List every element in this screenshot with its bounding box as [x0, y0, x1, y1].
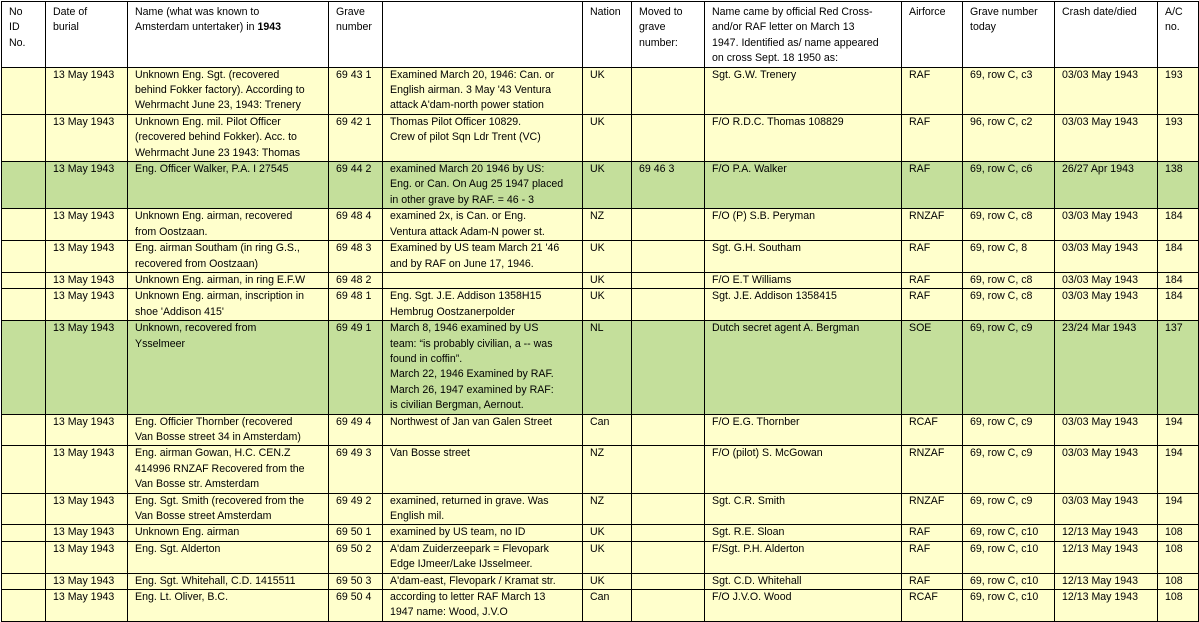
cell-airforce: RNZAF — [902, 493, 963, 525]
cell-notes: according to letter RAF March 13 1947 name: Wood, J.V.O — [383, 590, 583, 622]
cell-name-known: Eng. airman Southam (in ring G.S., recovered from Oostzaan) — [128, 241, 329, 273]
cell-burial-date: 13 May 1943 — [46, 67, 128, 114]
cell-nation: NZ — [583, 209, 632, 241]
cell-nation: UK — [583, 573, 632, 589]
table-row — [2, 272, 1199, 288]
cell-nation: UK — [583, 67, 632, 114]
table-row — [2, 114, 1199, 161]
cell-id — [2, 321, 46, 414]
cell-moved-to — [632, 541, 705, 573]
cell-crash-date: 03/03 May 1943 — [1055, 114, 1158, 161]
cell-official-name: F/O (pilot) S. McGowan — [705, 446, 902, 493]
cell-name-known: Unknown Eng. Sgt. (recovered behind Fokker factory). According to Wehrmacht June 23, 1943: Trenery — [128, 67, 329, 114]
cell-crash-date: 03/03 May 1943 — [1055, 272, 1158, 288]
cell-notes: Eng. Sgt. J.E. Addison 1358H15 Hembrug Oostzanerpolder — [383, 289, 583, 321]
cell-name-known: Eng. Lt. Oliver, B.C. — [128, 590, 329, 622]
cell-ac-number: 193 — [1158, 67, 1199, 114]
col-header-id: No ID No. — [2, 2, 46, 68]
table-row — [2, 573, 1199, 589]
cell-moved-to — [632, 289, 705, 321]
cell-ac-number: 108 — [1158, 525, 1199, 541]
cell-burial-date: 13 May 1943 — [46, 289, 128, 321]
cell-official-name: F/O E.G. Thornber — [705, 414, 902, 446]
cell-grave-today: 69, row C, c10 — [963, 590, 1055, 622]
burial-records-table — [1, 1, 1199, 622]
cell-airforce: RAF — [902, 114, 963, 161]
cell-grave-today: 69, row C, c9 — [963, 321, 1055, 414]
cell-name-known: Eng. Officier Thornber (recovered Van Bosse street 34 in Amsterdam) — [128, 414, 329, 446]
cell-crash-date: 03/03 May 1943 — [1055, 209, 1158, 241]
cell-grave-today: 69, row C, c8 — [963, 272, 1055, 288]
cell-moved-to: 69 46 3 — [632, 162, 705, 209]
cell-official-name: F/Sgt. P.H. Alderton — [705, 541, 902, 573]
cell-crash-date: 12/13 May 1943 — [1055, 573, 1158, 589]
cell-notes: Northwest of Jan van Galen Street — [383, 414, 583, 446]
cell-nation: UK — [583, 289, 632, 321]
cell-airforce: SOE — [902, 321, 963, 414]
cell-official-name: Sgt. G.W. Trenery — [705, 67, 902, 114]
cell-airforce: RCAF — [902, 414, 963, 446]
cell-ac-number: 108 — [1158, 590, 1199, 622]
cell-name-known: Unknown Eng. airman — [128, 525, 329, 541]
table-row — [2, 590, 1199, 622]
cell-name-known: Unknown Eng. airman, recovered from Oostzaan. — [128, 209, 329, 241]
cell-ac-number: 184 — [1158, 272, 1199, 288]
cell-grave-today: 96, row C, c2 — [963, 114, 1055, 161]
cell-notes: A'dam-east, Flevopark / Kramat str. — [383, 573, 583, 589]
cell-crash-date: 23/24 Mar 1943 — [1055, 321, 1158, 414]
cell-notes: Van Bosse street — [383, 446, 583, 493]
col-header-notes — [383, 2, 583, 68]
cell-burial-date: 13 May 1943 — [46, 414, 128, 446]
cell-grave-today: 69, row C, c10 — [963, 573, 1055, 589]
cell-nation: NZ — [583, 446, 632, 493]
cell-notes: examined, returned in grave. Was English mil. — [383, 493, 583, 525]
cell-moved-to — [632, 272, 705, 288]
cell-id — [2, 289, 46, 321]
cell-grave-number: 69 48 4 — [329, 209, 383, 241]
cell-burial-date: 13 May 1943 — [46, 541, 128, 573]
cell-id — [2, 525, 46, 541]
cell-id — [2, 573, 46, 589]
cell-ac-number: 184 — [1158, 209, 1199, 241]
table-row — [2, 241, 1199, 273]
cell-grave-today: 69, row C, c9 — [963, 414, 1055, 446]
col-header-date: Date of burial — [46, 2, 128, 68]
cell-nation: UK — [583, 525, 632, 541]
cell-official-name: F/O P.A. Walker — [705, 162, 902, 209]
cell-burial-date: 13 May 1943 — [46, 573, 128, 589]
cell-grave-today: 69, row C, c8 — [963, 209, 1055, 241]
cell-notes — [383, 272, 583, 288]
cell-grave-number: 69 49 4 — [329, 414, 383, 446]
cell-airforce: RAF — [902, 525, 963, 541]
cell-notes: Examined by US team March 21 '46 and by RAF on June 17, 1946. — [383, 241, 583, 273]
cell-official-name: Dutch secret agent A. Bergman — [705, 321, 902, 414]
cell-grave-number: 69 50 1 — [329, 525, 383, 541]
cell-ac-number: 137 — [1158, 321, 1199, 414]
cell-airforce: RAF — [902, 573, 963, 589]
cell-id — [2, 162, 46, 209]
cell-moved-to — [632, 573, 705, 589]
cell-ac-number: 108 — [1158, 573, 1199, 589]
cell-airforce: RAF — [902, 162, 963, 209]
cell-moved-to — [632, 493, 705, 525]
cell-official-name: Sgt. J.E. Addison 1358415 — [705, 289, 902, 321]
cell-moved-to — [632, 67, 705, 114]
cell-official-name: F/O E.T Williams — [705, 272, 902, 288]
cell-id — [2, 493, 46, 525]
cell-id — [2, 67, 46, 114]
cell-name-known: Eng. Sgt. Whitehall, C.D. 1415511 — [128, 573, 329, 589]
cell-id — [2, 272, 46, 288]
cell-name-known: Eng. Sgt. Smith (recovered from the Van Bosse street Amsterdam — [128, 493, 329, 525]
cell-airforce: RNZAF — [902, 209, 963, 241]
table-row — [2, 67, 1199, 114]
cell-nation: UK — [583, 114, 632, 161]
cell-notes: Examined March 20, 1946: Can. or English airman. 3 May '43 Ventura attack A'dam-north power station — [383, 67, 583, 114]
cell-crash-date: 03/03 May 1943 — [1055, 414, 1158, 446]
cell-airforce: RCAF — [902, 590, 963, 622]
cell-burial-date: 13 May 1943 — [46, 590, 128, 622]
cell-airforce: RAF — [902, 272, 963, 288]
cell-burial-date: 13 May 1943 — [46, 241, 128, 273]
cell-official-name: F/O (P) S.B. Peryman — [705, 209, 902, 241]
cell-ac-number: 194 — [1158, 493, 1199, 525]
cell-notes: examined by US team, no ID — [383, 525, 583, 541]
cell-burial-date: 13 May 1943 — [46, 493, 128, 525]
cell-burial-date: 13 May 1943 — [46, 209, 128, 241]
cell-grave-number: 69 48 3 — [329, 241, 383, 273]
cell-notes: Thomas Pilot Officer 10829. Crew of pilot Sqn Ldr Trent (VC) — [383, 114, 583, 161]
cell-grave-number: 69 50 4 — [329, 590, 383, 622]
cell-crash-date: 12/13 May 1943 — [1055, 525, 1158, 541]
cell-nation: UK — [583, 541, 632, 573]
cell-grave-today: 69, row C, c6 — [963, 162, 1055, 209]
cell-moved-to — [632, 209, 705, 241]
cell-grave-number: 69 49 1 — [329, 321, 383, 414]
cell-name-known: Unknown Eng. mil. Pilot Officer (recovered behind Fokker). Acc. to Wehrmacht June 23 1943: Thomas — [128, 114, 329, 161]
cell-official-name: Sgt. C.R. Smith — [705, 493, 902, 525]
cell-grave-today: 69, row C, c3 — [963, 67, 1055, 114]
col-header-grave-today: Grave number today — [963, 2, 1055, 68]
cell-moved-to — [632, 321, 705, 414]
cell-grave-today: 69, row C, 8 — [963, 241, 1055, 273]
table-row — [2, 321, 1199, 414]
cell-moved-to — [632, 590, 705, 622]
cell-nation: Can — [583, 590, 632, 622]
cell-grave-number: 69 42 1 — [329, 114, 383, 161]
table-row — [2, 414, 1199, 446]
cell-name-known: Eng. airman Gowan, H.C. CEN.Z 414996 RNZAF Recovered from the Van Bosse str. Amsterdam — [128, 446, 329, 493]
cell-grave-number: 69 49 2 — [329, 493, 383, 525]
cell-burial-date: 13 May 1943 — [46, 114, 128, 161]
cell-notes: examined 2x, is Can. or Eng. Ventura attack Adam-N power st. — [383, 209, 583, 241]
cell-grave-number: 69 50 3 — [329, 573, 383, 589]
cell-name-known: Eng. Sgt. Alderton — [128, 541, 329, 573]
cell-moved-to — [632, 414, 705, 446]
cell-ac-number: 193 — [1158, 114, 1199, 161]
table-row — [2, 446, 1199, 493]
cell-moved-to — [632, 114, 705, 161]
cell-nation: NZ — [583, 493, 632, 525]
cell-ac-number: 184 — [1158, 289, 1199, 321]
cell-ac-number: 194 — [1158, 414, 1199, 446]
cell-name-known: Unknown Eng. airman, in ring E.F.W — [128, 272, 329, 288]
cell-airforce: RNZAF — [902, 446, 963, 493]
table-row — [2, 493, 1199, 525]
cell-nation: UK — [583, 162, 632, 209]
cell-nation: UK — [583, 272, 632, 288]
cell-grave-today: 69, row C, c10 — [963, 525, 1055, 541]
cell-id — [2, 541, 46, 573]
cell-moved-to — [632, 241, 705, 273]
cell-grave-number: 69 48 2 — [329, 272, 383, 288]
cell-id — [2, 241, 46, 273]
col-header-grave: Grave number — [329, 2, 383, 68]
table-row — [2, 541, 1199, 573]
cell-airforce: RAF — [902, 241, 963, 273]
col-header-airforce: Airforce — [902, 2, 963, 68]
header-row — [2, 2, 1199, 68]
cell-id — [2, 414, 46, 446]
cell-official-name: Sgt. C.D. Whitehall — [705, 573, 902, 589]
cell-nation: Can — [583, 414, 632, 446]
cell-grave-number: 69 49 3 — [329, 446, 383, 493]
cell-ac-number: 194 — [1158, 446, 1199, 493]
cell-crash-date: 12/13 May 1943 — [1055, 590, 1158, 622]
col-header-official-name: Name came by official Red Cross- and/or RAF letter on March 13 1947. Identified as/ name appeared on cross Sept. 18 1950 as: — [705, 2, 902, 68]
cell-airforce: RAF — [902, 541, 963, 573]
cell-ac-number: 138 — [1158, 162, 1199, 209]
cell-crash-date: 03/03 May 1943 — [1055, 241, 1158, 273]
table-body — [2, 67, 1199, 621]
cell-grave-number: 69 44 2 — [329, 162, 383, 209]
cell-grave-number: 69 50 2 — [329, 541, 383, 573]
cell-id — [2, 446, 46, 493]
cell-official-name: F/O J.V.O. Wood — [705, 590, 902, 622]
cell-grave-today: 69, row C, c10 — [963, 541, 1055, 573]
col-header-nation: Nation — [583, 2, 632, 68]
cell-nation: UK — [583, 241, 632, 273]
col-header-name-known-year: 1943 — [257, 21, 282, 34]
cell-crash-date: 26/27 Apr 1943 — [1055, 162, 1158, 209]
cell-official-name: F/O R.D.C. Thomas 108829 — [705, 114, 902, 161]
cell-official-name: Sgt. R.E. Sloan — [705, 525, 902, 541]
cell-id — [2, 590, 46, 622]
cell-burial-date: 13 May 1943 — [46, 446, 128, 493]
cell-burial-date: 13 May 1943 — [46, 272, 128, 288]
cell-airforce: RAF — [902, 289, 963, 321]
cell-airforce: RAF — [902, 67, 963, 114]
table-row — [2, 162, 1199, 209]
cell-crash-date: 03/03 May 1943 — [1055, 289, 1158, 321]
cell-crash-date: 12/13 May 1943 — [1055, 541, 1158, 573]
cell-crash-date: 03/03 May 1943 — [1055, 446, 1158, 493]
col-header-ac-number: A/C no. — [1158, 2, 1199, 68]
cell-grave-today: 69, row C, c8 — [963, 289, 1055, 321]
cell-grave-number: 69 48 1 — [329, 289, 383, 321]
col-header-crash-date: Crash date/died — [1055, 2, 1158, 68]
cell-crash-date: 03/03 May 1943 — [1055, 493, 1158, 525]
table-row — [2, 209, 1199, 241]
cell-ac-number: 184 — [1158, 241, 1199, 273]
col-header-name-known-label: Name (what was known to Amsterdam untertaker) in — [135, 6, 260, 34]
cell-notes: March 8, 1946 examined by US team: “is probably civilian, a -- was found in coffin”. March 22, 1946 Examined by RAF. March 26, 1947 examined by RAF: is civilian Bergman, Aernout. — [383, 321, 583, 414]
table-row — [2, 289, 1199, 321]
col-header-moved: Moved to grave number: — [632, 2, 705, 68]
cell-grave-today: 69, row C, c9 — [963, 493, 1055, 525]
cell-burial-date: 13 May 1943 — [46, 321, 128, 414]
cell-moved-to — [632, 446, 705, 493]
table-row — [2, 525, 1199, 541]
cell-grave-today: 69, row C, c9 — [963, 446, 1055, 493]
cell-ac-number: 108 — [1158, 541, 1199, 573]
cell-notes: examined March 20 1946 by US: Eng. or Can. On Aug 25 1947 placed in other grave by RAF. = 46 - 3 — [383, 162, 583, 209]
cell-name-known: Eng. Officer Walker, P.A. I 27545 — [128, 162, 329, 209]
cell-name-known: Unknown, recovered from Ysselmeer — [128, 321, 329, 414]
col-header-name-known — [128, 2, 329, 68]
cell-moved-to — [632, 525, 705, 541]
cell-id — [2, 114, 46, 161]
cell-official-name: Sgt. G.H. Southam — [705, 241, 902, 273]
cell-name-known: Unknown Eng. airman, inscription in shoe 'Addison 415' — [128, 289, 329, 321]
cell-notes: A'dam Zuiderzeepark = Flevopark Edge IJmeer/Lake IJsselmeer. — [383, 541, 583, 573]
cell-grave-number: 69 43 1 — [329, 67, 383, 114]
cell-nation: NL — [583, 321, 632, 414]
cell-id — [2, 209, 46, 241]
cell-burial-date: 13 May 1943 — [46, 525, 128, 541]
cell-burial-date: 13 May 1943 — [46, 162, 128, 209]
cell-crash-date: 03/03 May 1943 — [1055, 67, 1158, 114]
